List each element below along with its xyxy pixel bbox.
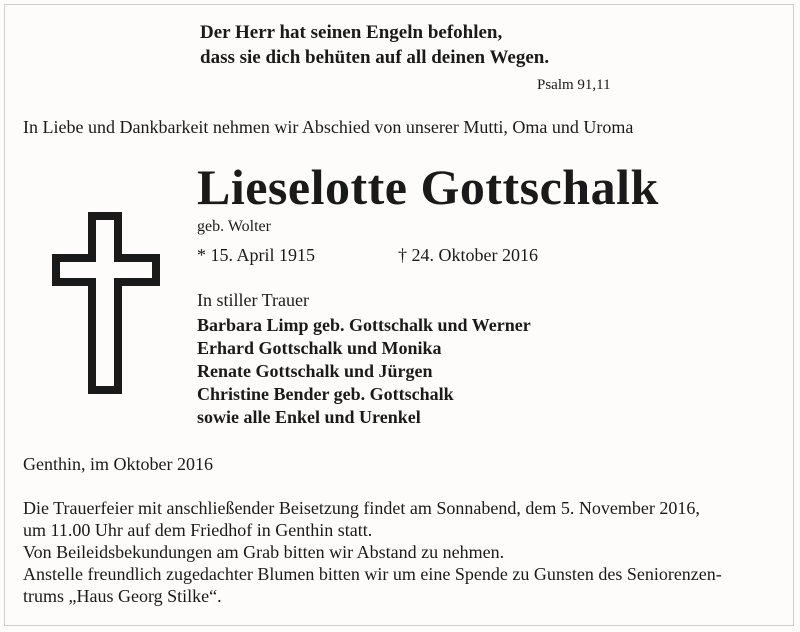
- verse-line-1: Der Herr hat seinen Engeln befohlen,: [200, 22, 503, 43]
- mourner: Renate Gottschalk und Jürgen: [197, 361, 433, 381]
- funeral-notes: [23, 497, 783, 607]
- bible-verse: [200, 20, 549, 70]
- notes-line-5: trums „Haus Georg Stilke“.: [23, 586, 222, 606]
- mourner-list: [197, 314, 531, 429]
- intro-text: In Liebe und Dankbarkeit nehmen wir Abschied von unserer Mutti, Oma und Uroma: [23, 117, 634, 137]
- cross-icon: [52, 212, 160, 394]
- deceased-name: Lieselotte Gottschalk: [197, 159, 659, 215]
- mourner: Christine Bender geb. Gottschalk: [197, 384, 454, 404]
- mourner: sowie alle Enkel und Urenkel: [197, 407, 421, 427]
- verse-reference: Psalm 91,11: [537, 77, 611, 93]
- verse-line-2: dass sie dich behüten auf all deinen Wegen.: [200, 47, 550, 68]
- notes-line-1: Die Trauerfeier mit anschließender Beisetzung findet am Sonnabend, dem 5. November 2016,: [23, 498, 700, 518]
- birth-date: * 15. April 1915: [197, 245, 316, 265]
- death-date: † 24. Oktober 2016: [398, 245, 538, 265]
- notes-line-2: um 11.00 Uhr auf dem Friedhof in Genthin statt.: [23, 520, 373, 540]
- notes-line-3: Von Beileidsbekundungen am Grab bitten wir Abstand zu nehmen.: [23, 542, 505, 562]
- mourner: Erhard Gottschalk und Monika: [197, 338, 442, 358]
- place-date: Genthin, im Oktober 2016: [23, 454, 213, 474]
- mourning-heading: In stiller Trauer: [197, 290, 309, 310]
- mourner: Barbara Limp geb. Gottschalk und Werner: [197, 315, 531, 335]
- notes-line-4: Anstelle freundlich zugedachter Blumen bitten wir um eine Spende zu Gunsten des Seniorenzen-: [23, 564, 722, 584]
- maiden-name: geb. Wolter: [197, 218, 271, 235]
